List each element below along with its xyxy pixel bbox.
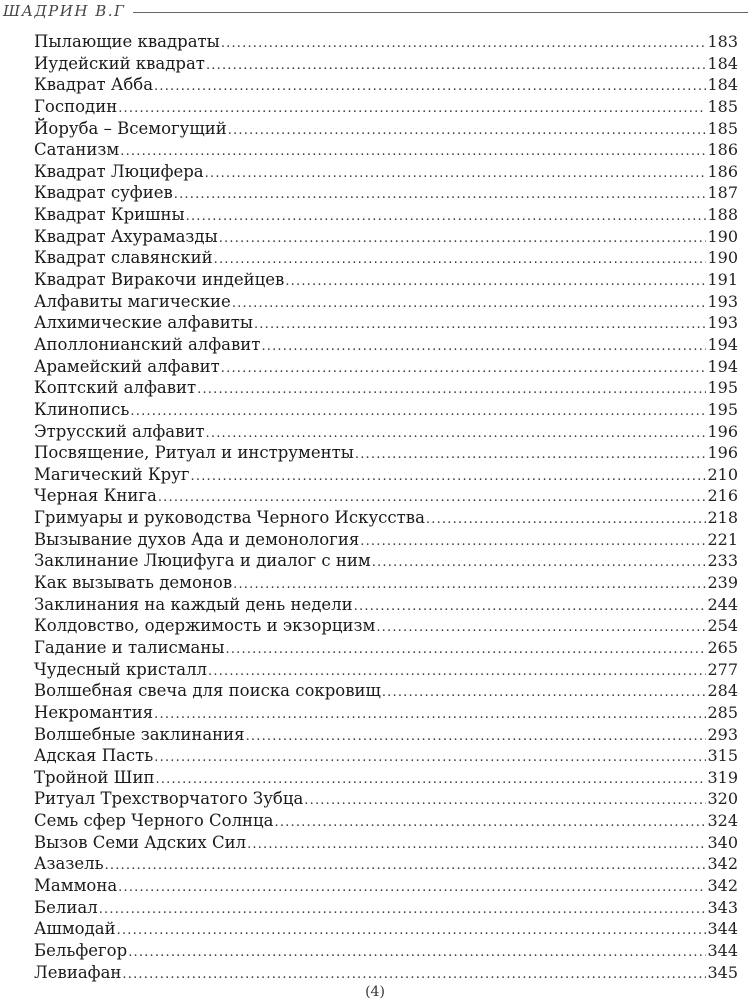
toc-entry-title: Этрусский алфавит: [34, 421, 205, 441]
toc-entry: [34, 226, 738, 248]
toc-entry: [34, 421, 738, 443]
toc-entry-title: Квадрат Ахурамазды: [34, 226, 218, 246]
toc-entry-page: 254: [707, 616, 738, 636]
toc-entry-page: 244: [707, 594, 738, 614]
toc-leader-dots: [226, 639, 707, 661]
toc-entry-page: 184: [707, 53, 738, 73]
toc-entry-title: Арамейский алфавит: [34, 356, 220, 376]
toc-entry-page: 195: [707, 378, 738, 398]
toc-entry-title: Алфавиты магические: [34, 291, 231, 311]
toc-entry: [34, 788, 738, 810]
toc-entry-page: 315: [707, 746, 738, 766]
toc-leader-dots: [105, 855, 707, 877]
toc-entry: [34, 96, 738, 118]
toc-entry-page: 190: [707, 248, 738, 268]
toc-entry-page: 343: [707, 897, 738, 917]
toc-entry-page: 344: [707, 940, 738, 960]
toc-entry: [34, 832, 738, 854]
toc-entry-page: 210: [707, 464, 738, 484]
toc-entry-page: 284: [707, 681, 738, 701]
toc-entry: [34, 31, 738, 53]
toc-leader-dots: [156, 769, 707, 791]
toc-leader-dots: [233, 574, 706, 596]
toc-leader-dots: [191, 466, 707, 488]
toc-entry-title: Волшебные заклинания: [34, 724, 245, 744]
toc-entry-title: Квадрат суфиев: [34, 183, 173, 203]
toc-entry-title: Маммона: [34, 875, 118, 895]
toc-entry-page: 186: [707, 161, 738, 181]
toc-entry: [34, 659, 738, 681]
toc-entry-title: Волшебная свеча для поиска сокровищ: [34, 681, 381, 701]
toc-entry-title: Квадрат Виракочи индейцев: [34, 270, 285, 290]
page-number-close: ): [379, 984, 385, 1000]
toc-entry-page: 320: [707, 789, 738, 809]
toc-entry-page: 342: [707, 875, 738, 895]
toc-leader-dots: [382, 682, 707, 704]
toc-leader-dots: [221, 33, 707, 55]
toc-entry: [34, 161, 738, 183]
toc-entry-title: Бельфегор: [34, 940, 128, 960]
toc-entry: [34, 550, 738, 572]
toc-entry: [34, 139, 738, 161]
toc-entry-page: 193: [707, 291, 738, 311]
toc-leader-dots: [219, 228, 707, 250]
toc-entry: [34, 680, 738, 702]
toc-entry: [34, 204, 738, 226]
toc-leader-dots: [214, 249, 707, 271]
toc-leader-dots: [360, 531, 706, 553]
toc-entry-page: 345: [707, 962, 738, 982]
toc-entry-title: Тройной Шип: [34, 767, 155, 787]
toc-entry-title: Квадрат Абба: [34, 75, 154, 95]
toc-entry-page: 277: [707, 659, 738, 679]
toc-entry: [34, 745, 738, 767]
toc-entry-title: Иудейский квадрат: [34, 53, 205, 73]
toc-entry: [34, 399, 738, 421]
toc-entry: [34, 247, 738, 269]
toc-entry-title: Семь сфер Черного Солнца: [34, 811, 274, 831]
toc-leader-dots: [208, 661, 706, 683]
toc-entry: [34, 291, 738, 313]
toc-leader-dots: [206, 423, 707, 445]
toc-leader-dots: [120, 141, 706, 163]
toc-entry: [34, 940, 738, 962]
toc-entry: [34, 442, 738, 464]
toc-entry-page: 190: [707, 226, 738, 246]
toc-entry-title: Белиал: [34, 897, 98, 917]
toc-entry-page: 187: [707, 183, 738, 203]
toc-entry-page: 193: [707, 313, 738, 333]
toc-entry-page: 233: [707, 551, 738, 571]
toc-entry-page: 221: [707, 529, 738, 549]
toc-leader-dots: [174, 184, 707, 206]
toc-entry: [34, 572, 738, 594]
toc-entry-title: Сатанизм: [34, 140, 120, 160]
page-number-open: (: [365, 984, 371, 1000]
toc-entry: [34, 53, 738, 75]
toc-leader-dots: [275, 812, 707, 834]
toc-entry-title: Квадрат славянский: [34, 248, 213, 268]
toc-entry-title: Господин: [34, 96, 118, 116]
toc-entry: [34, 312, 738, 334]
toc-entry: [34, 485, 738, 507]
toc-leader-dots: [261, 336, 706, 358]
toc-entry-page: 239: [707, 573, 738, 593]
toc-leader-dots: [304, 790, 706, 812]
toc-entry-title: Аполлонианский алфавит: [34, 334, 261, 354]
toc-entry-title: Некромантия: [34, 702, 154, 722]
toc-leader-dots: [118, 877, 706, 899]
toc-entry: [34, 897, 738, 919]
toc-leader-dots: [205, 163, 707, 185]
toc-entry-title: Заклинание Люцифуга и диалог с ним: [34, 551, 371, 571]
toc-entry: [34, 875, 738, 897]
toc-entry-title: Как вызывать демонов: [34, 573, 233, 593]
toc-entry-title: Вызов Семи Адских Сил: [34, 832, 247, 852]
toc-entry-title: Чудесный кристалл: [34, 659, 208, 679]
table-of-contents: [34, 31, 738, 983]
toc-entry-page: 340: [707, 832, 738, 852]
toc-entry: [34, 918, 738, 940]
toc-leader-dots: [154, 704, 706, 726]
toc-leader-dots: [130, 401, 706, 423]
toc-leader-dots: [372, 552, 707, 574]
page-footer: [0, 984, 750, 1000]
toc-entry-title: Посвящение, Ритуал и инструменты: [34, 443, 354, 463]
toc-entry-page: 319: [707, 767, 738, 787]
toc-leader-dots: [206, 55, 707, 77]
toc-leader-dots: [221, 358, 707, 380]
toc-entry-title: Ашмодай: [34, 919, 116, 939]
toc-entry-title: Левиафан: [34, 962, 122, 982]
toc-entry-title: Гадание и талисманы: [34, 637, 225, 657]
toc-entry: [34, 810, 738, 832]
toc-entry: [34, 74, 738, 96]
toc-entry-title: Магический Круг: [34, 464, 190, 484]
toc-entry-title: Черная Книга: [34, 486, 157, 506]
toc-entry-page: 342: [707, 854, 738, 874]
toc-entry-title: Коптский алфавит: [34, 378, 197, 398]
toc-entry-title: Заклинания на каждый день недели: [34, 594, 353, 614]
toc-entry-page: 218: [707, 508, 738, 528]
toc-entry-page: 196: [707, 421, 738, 441]
toc-entry: [34, 118, 738, 140]
toc-entry-title: Пылающие квадраты: [34, 32, 220, 51]
toc-entry: [34, 594, 738, 616]
toc-entry-title: Йоруба – Всемогущий: [34, 118, 227, 138]
toc-entry-title: Адская Пасть: [34, 746, 154, 766]
toc-entry-page: 195: [707, 399, 738, 419]
toc-entry-page: 194: [707, 356, 738, 376]
toc-entry: [34, 464, 738, 486]
toc-entry: [34, 182, 738, 204]
toc-entry-page: 183: [707, 32, 738, 51]
toc-entry: [34, 724, 738, 746]
toc-entry-title: Гримуары и руководства Черного Искусства: [34, 508, 425, 528]
toc-entry-page: 265: [707, 637, 738, 657]
toc-leader-dots: [254, 314, 706, 336]
toc-entry: [34, 637, 738, 659]
toc-leader-dots: [158, 487, 707, 509]
toc-entry-page: 216: [707, 486, 738, 506]
toc-leader-dots: [186, 206, 707, 228]
toc-entry-page: 188: [707, 205, 738, 225]
toc-entry-page: 344: [707, 919, 738, 939]
toc-entry-page: 293: [707, 724, 738, 744]
header-title: ШАДРИН В.Г: [3, 2, 126, 20]
toc-leader-dots: [285, 271, 706, 293]
toc-leader-dots: [99, 899, 707, 921]
toc-entry: [34, 529, 738, 551]
toc-leader-dots: [355, 444, 707, 466]
toc-entry-title: Алхимические алфавиты: [34, 313, 253, 333]
toc-entry-page: 185: [707, 118, 738, 138]
toc-entry-title: Азазель: [34, 854, 104, 874]
toc-leader-dots: [228, 120, 707, 142]
toc-entry: [34, 377, 738, 399]
toc-leader-dots: [197, 379, 706, 401]
page-number: 4: [370, 984, 380, 1000]
toc-entry: [34, 269, 738, 291]
toc-leader-dots: [246, 726, 707, 748]
toc-entry-page: 186: [707, 140, 738, 160]
header-rule: [133, 12, 748, 13]
toc-entry-title: Квадрат Кришны: [34, 205, 185, 225]
toc-leader-dots: [376, 617, 706, 639]
toc-leader-dots: [354, 596, 707, 618]
toc-leader-dots: [118, 98, 706, 120]
toc-entry-title: Ритуал Трехстворчатого Зубца: [34, 789, 304, 809]
toc-entry-title: Клинопись: [34, 399, 130, 419]
toc-leader-dots: [247, 834, 706, 856]
toc-leader-dots: [154, 747, 706, 769]
toc-entry-page: 324: [707, 811, 738, 831]
toc-entry: [34, 334, 738, 356]
toc-entry: [34, 615, 738, 637]
toc-entry: [34, 356, 738, 378]
toc-entry-title: Квадрат Люцифера: [34, 161, 204, 181]
toc-leader-dots: [117, 920, 707, 942]
toc-entry-page: 194: [707, 334, 738, 354]
toc-entry-page: 196: [707, 443, 738, 463]
toc-entry: [34, 507, 738, 529]
toc-leader-dots: [154, 76, 706, 98]
toc-leader-dots: [128, 942, 706, 964]
running-header: [0, 0, 750, 22]
toc-leader-dots: [122, 964, 706, 986]
toc-entry-page: 285: [707, 702, 738, 722]
toc-entry: [34, 767, 738, 789]
toc-entry: [34, 853, 738, 875]
toc-entry: [34, 962, 738, 984]
toc-entry: [34, 702, 738, 724]
toc-entry-page: 184: [707, 75, 738, 95]
toc-leader-dots: [232, 293, 707, 315]
toc-entry-page: 185: [707, 96, 738, 116]
toc-leader-dots: [426, 509, 707, 531]
toc-entry-title: Колдовство, одержимость и экзорцизм: [34, 616, 376, 636]
toc-entry-page: 191: [707, 270, 738, 290]
toc-entry-title: Вызывание духов Ада и демонология: [34, 529, 360, 549]
